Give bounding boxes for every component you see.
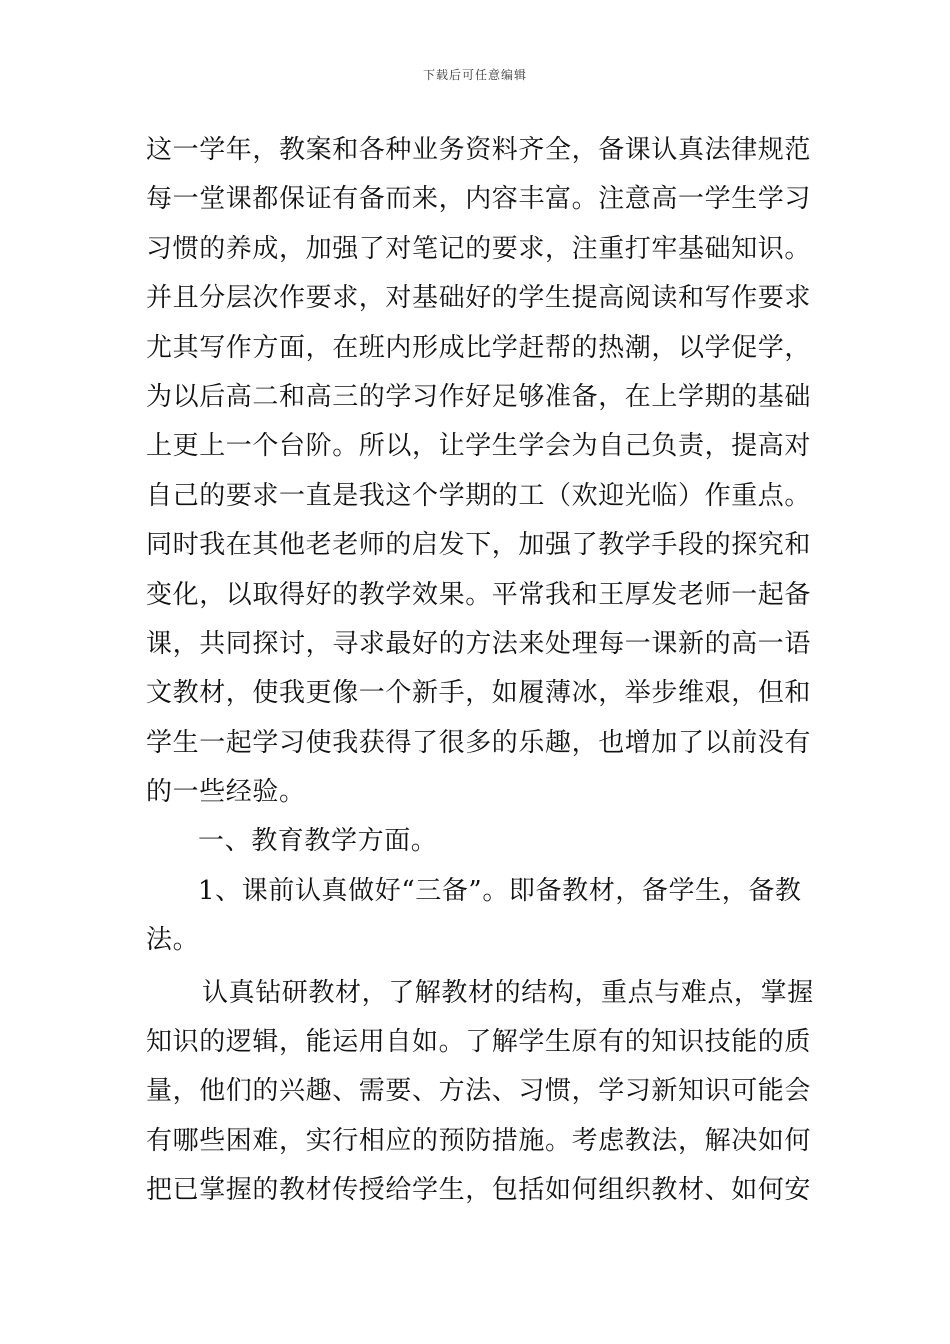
text-line: 学生一起学习使我获得了很多的乐趣，也增加了以前没有	[146, 727, 812, 758]
paragraph-intro	[146, 126, 810, 817]
text-line: 上更上一个台阶。所以，让学生学会为自己负责，提高对	[146, 431, 812, 462]
text-line: 为以后高二和高三的学习作好足够准备，在上学期的基础	[146, 381, 812, 412]
text-line: 尤其写作方面，在班内形成比学赶帮的热潮，以学促学，	[146, 332, 812, 363]
text-line: 把已掌握的教材传授给学生，包括如何组织教材、如何安	[146, 1175, 812, 1206]
text-line: 法。	[146, 925, 200, 956]
text-line: 的一些经验。	[146, 777, 306, 808]
text-line: 自己的要求一直是我这个学期的工（欢迎光临）作重点。	[146, 480, 812, 511]
paragraph-item-1	[146, 867, 810, 966]
text-line: 同时我在其他老老师的启发下，加强了教学手段的探究和	[146, 530, 812, 561]
text-line: 并且分层次作要求，对基础好的学生提高阅读和写作要求	[146, 283, 812, 314]
text-line: 知识的逻辑，能运用自如。了解学生原有的知识技能的质	[146, 1027, 812, 1058]
text-line: 文教材，使我更像一个新手，如履薄冰，举步维艰，但和	[146, 678, 812, 709]
paragraph-preparation	[146, 969, 814, 1216]
text-line: 习惯的养成，加强了对笔记的要求，注重打牢基础知识。	[146, 233, 812, 264]
section-heading: 一、教育教学方面。	[198, 826, 438, 857]
document-body	[146, 126, 814, 1216]
text-line: 课，共同探讨，寻求最好的方法来处理每一课新的高一语	[146, 628, 812, 659]
text-line: 认真钻研教材，了解教材的结构，重点与难点，掌握	[202, 977, 814, 1008]
text-line: 1、课前认真做好“三备”。即备教材，备学生，备教	[198, 875, 802, 906]
text-line: 这一学年，教案和各种业务资料齐全，备课认真法律规范	[146, 135, 812, 165]
page-header: 下载后可任意编辑	[422, 68, 527, 82]
text-line: 变化，以取得好的教学效果。平常我和王厚发老师一起备	[146, 579, 812, 610]
text-line: 量，他们的兴趣、需要、方法、习惯，学习新知识可能会	[146, 1076, 812, 1107]
text-line: 每一堂课都保证有备而来，内容丰富。注意高一学生学习	[146, 184, 812, 215]
text-line: 有哪些困难，实行相应的预防措施。考虑教法，解决如何	[146, 1125, 812, 1156]
